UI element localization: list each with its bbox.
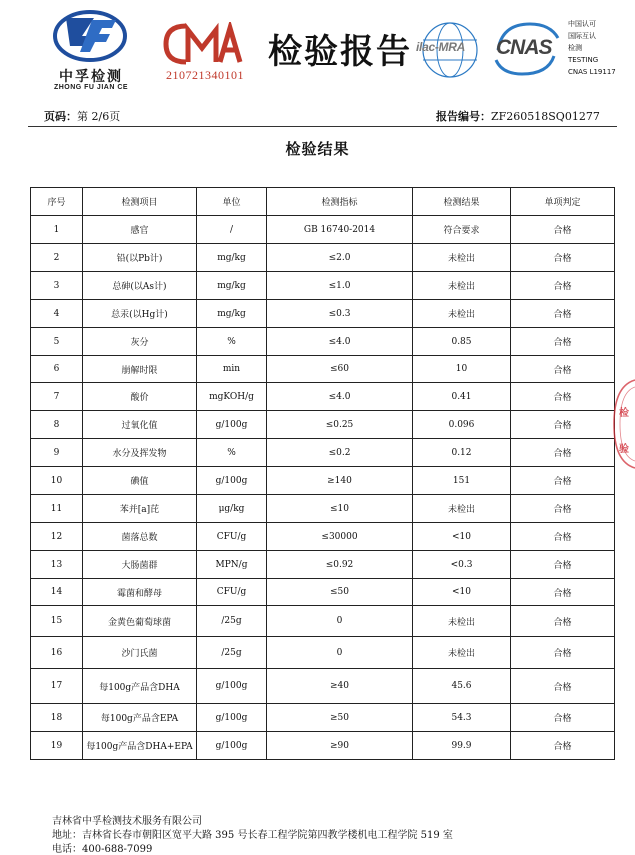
unit-cell: g/100g [197,411,267,439]
row-index-cell: 1 [31,216,83,244]
unit-cell: μg/kg [197,495,267,523]
unit-cell: g/100g [197,704,267,732]
test-result-cell: 0.12 [413,439,511,467]
unit-cell: mg/kg [197,300,267,328]
standard-limit-cell: ≤4.0 [267,328,413,356]
table-row [31,523,615,551]
test-result-cell: 151 [413,467,511,495]
column-header: 检测结果 [413,188,511,216]
report-number [436,108,600,124]
test-result-cell: 99.9 [413,732,511,760]
unit-cell: % [197,328,267,356]
table-row [31,669,615,704]
results-body [31,216,615,760]
standard-limit-cell: ≥50 [267,704,413,732]
accreditation-line: 中国认可 [568,20,596,28]
test-item-cell: 每100g产品含DHA [83,669,197,704]
column-header: 单位 [197,188,267,216]
test-result-cell: 未检出 [413,272,511,300]
row-index-cell: 5 [31,328,83,356]
row-index-cell: 3 [31,272,83,300]
test-item-cell: 沙门氏菌 [83,637,197,669]
unit-cell: /25g [197,637,267,669]
footer-company: 吉林省中孚检测技术服务有限公司 [52,816,202,827]
judgement-cell: 合格 [511,704,615,732]
test-result-cell: 45.6 [413,669,511,704]
page-number [44,108,120,124]
standard-limit-cell: ≤1.0 [267,272,413,300]
table-row [31,637,615,669]
row-index-cell: 9 [31,439,83,467]
row-index-cell: 13 [31,551,83,579]
table-row [31,383,615,411]
unit-cell: g/100g [197,669,267,704]
column-header: 检测指标 [267,188,413,216]
row-index-cell: 12 [31,523,83,551]
standard-limit-cell: 0 [267,637,413,669]
table-row [31,732,615,760]
unit-cell: g/100g [197,467,267,495]
table-row [31,439,615,467]
stamp-char: 检 [619,408,629,419]
standard-limit-cell: ≤0.2 [267,439,413,467]
column-header: 序号 [31,188,83,216]
table-row [31,216,615,244]
table-row [31,411,615,439]
section-title: 检验结果 [285,140,350,158]
judgement-cell: 合格 [511,300,615,328]
test-result-cell: 10 [413,356,511,383]
standard-limit-cell: ≤10 [267,495,413,523]
standard-limit-cell: ≥90 [267,732,413,760]
test-result-cell: 符合要求 [413,216,511,244]
standard-limit-cell: ≥40 [267,669,413,704]
row-index-cell: 16 [31,637,83,669]
judgement-cell: 合格 [511,606,615,637]
test-result-cell: <0.3 [413,551,511,579]
header-divider [28,126,617,127]
row-index-cell: 2 [31,244,83,272]
standard-limit-cell: ≤50 [267,579,413,606]
seal-stamp-icon [612,378,635,470]
footer-phone: 电话：400-688-7099 [52,844,153,855]
test-result-cell: 未检出 [413,495,511,523]
standard-limit-cell: ≤4.0 [267,383,413,411]
test-item-cell: 灰分 [83,328,197,356]
test-item-cell: 铅(以Pb计) [83,244,197,272]
test-result-cell: 0.41 [413,383,511,411]
judgement-cell: 合格 [511,669,615,704]
report-no-label: 报告编号： [436,110,491,123]
page-value: 第 2/6页 [77,110,121,123]
test-result-cell: <10 [413,523,511,551]
brand-pinyin: ZHONG FU JIAN CE [53,84,129,91]
test-item-cell: 酸价 [83,383,197,411]
footer-address: 地址：吉林省长春市朝阳区宽平大路 395 号长春工程学院第四教学楼机电工程学院 519 室 [52,830,453,841]
table-row [31,356,615,383]
accreditation-line: CNAS L19117 [568,68,616,76]
table-row [31,328,615,356]
page-label: 页码： [44,110,77,123]
table-row [31,272,615,300]
test-item-cell: 大肠菌群 [83,551,197,579]
standard-limit-cell: ≥140 [267,467,413,495]
table-row [31,244,615,272]
unit-cell: g/100g [197,732,267,760]
test-item-cell: 苯并[a]芘 [83,495,197,523]
test-item-cell: 菌落总数 [83,523,197,551]
standard-limit-cell: ≤0.25 [267,411,413,439]
test-item-cell: 总汞(以Hg计) [83,300,197,328]
test-result-cell: 0.85 [413,328,511,356]
test-item-cell: 每100g产品含EPA [83,704,197,732]
unit-cell: min [197,356,267,383]
accreditation-line: 检测 [568,44,582,52]
judgement-cell: 合格 [511,579,615,606]
test-item-cell: 过氧化值 [83,411,197,439]
test-result-cell: <10 [413,579,511,606]
row-index-cell: 11 [31,495,83,523]
unit-cell: MPN/g [197,551,267,579]
unit-cell: mg/kg [197,272,267,300]
results-table [30,187,615,760]
judgement-cell: 合格 [511,523,615,551]
row-index-cell: 17 [31,669,83,704]
judgement-cell: 合格 [511,732,615,760]
standard-limit-cell: ≤0.92 [267,551,413,579]
table-header-row [31,188,615,216]
test-result-cell: 0.096 [413,411,511,439]
test-item-cell: 总砷(以As计) [83,272,197,300]
cma-logo-icon [160,22,244,66]
report-no-value: ZF260518SQ01277 [491,110,600,123]
judgement-cell: 合格 [511,439,615,467]
test-result-cell: 54.3 [413,704,511,732]
judgement-cell: 合格 [511,383,615,411]
table-row [31,300,615,328]
standard-limit-cell: ≤30000 [267,523,413,551]
test-item-cell: 碘值 [83,467,197,495]
table-row [31,495,615,523]
cma-number: 210721340101 [166,68,244,82]
table-row [31,579,615,606]
test-item-cell: 感官 [83,216,197,244]
row-index-cell: 19 [31,732,83,760]
table-row [31,551,615,579]
table-row [31,467,615,495]
standard-limit-cell: GB 16740-2014 [267,216,413,244]
judgement-cell: 合格 [511,216,615,244]
accreditation-line: TESTING [568,56,599,64]
test-result-cell: 未检出 [413,637,511,669]
ilac-mra-label: ilac-MRA [416,40,465,54]
row-index-cell: 8 [31,411,83,439]
judgement-cell: 合格 [511,244,615,272]
report-title: 检验报告 [268,32,412,72]
judgement-cell: 合格 [511,411,615,439]
test-result-cell: 未检出 [413,244,511,272]
accreditation-line: 国际互认 [568,32,596,40]
row-index-cell: 6 [31,356,83,383]
judgement-cell: 合格 [511,328,615,356]
unit-cell: / [197,216,267,244]
zhongfu-logo-icon [52,6,128,66]
standard-limit-cell: 0 [267,606,413,637]
unit-cell: mgKOH/g [197,383,267,411]
row-index-cell: 15 [31,606,83,637]
column-header: 检测项目 [83,188,197,216]
test-result-cell: 未检出 [413,606,511,637]
judgement-cell: 合格 [511,272,615,300]
table-row [31,606,615,637]
row-index-cell: 7 [31,383,83,411]
test-item-cell: 崩解时限 [83,356,197,383]
stamp-char: 验 [619,444,629,455]
row-index-cell: 10 [31,467,83,495]
column-header: 单项判定 [511,188,615,216]
test-item-cell: 每100g产品含DHA+EPA [83,732,197,760]
table-row [31,704,615,732]
cnas-label: CNAS [496,36,552,59]
judgement-cell: 合格 [511,637,615,669]
judgement-cell: 合格 [511,467,615,495]
judgement-cell: 合格 [511,356,615,383]
judgement-cell: 合格 [511,551,615,579]
test-item-cell: 水分及挥发物 [83,439,197,467]
unit-cell: /25g [197,606,267,637]
test-item-cell: 霉菌和酵母 [83,579,197,606]
unit-cell: CFU/g [197,523,267,551]
row-index-cell: 18 [31,704,83,732]
standard-limit-cell: ≤0.3 [267,300,413,328]
judgement-cell: 合格 [511,495,615,523]
test-result-cell: 未检出 [413,300,511,328]
standard-limit-cell: ≤60 [267,356,413,383]
row-index-cell: 14 [31,579,83,606]
row-index-cell: 4 [31,300,83,328]
unit-cell: % [197,439,267,467]
standard-limit-cell: ≤2.0 [267,244,413,272]
brand-name: 中孚检测 [59,69,123,85]
unit-cell: CFU/g [197,579,267,606]
unit-cell: mg/kg [197,244,267,272]
test-item-cell: 金黄色葡萄球菌 [83,606,197,637]
